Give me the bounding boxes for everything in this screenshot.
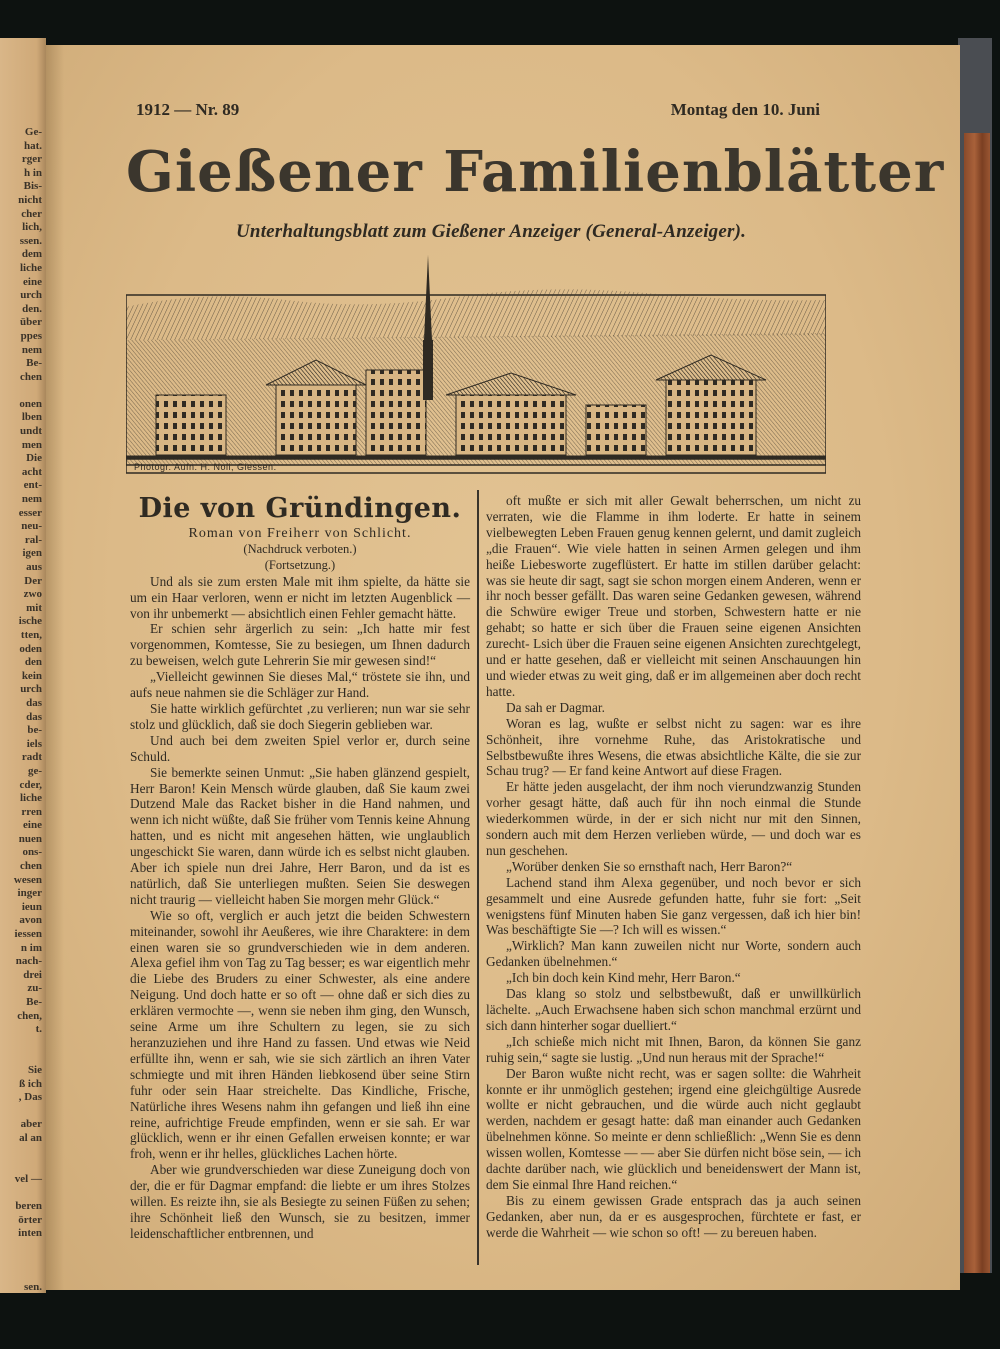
adjacent-page-edge bbox=[0, 38, 46, 1293]
article-paragraph: Lachend stand ihm Alexa gegenüber, und noch bevor er sich gesammelt und eine Ausrede gefunden hatte, fuhr sie fort: „Seit wenigstens fünf Minuten haben Sie ganz vergessen, daß ich hier bin! Was beschäftigte Sie —? Ich will es wissen.“ bbox=[486, 874, 861, 938]
column-divider bbox=[477, 490, 479, 1265]
article-paragraph: Er hätte jeden ausgelacht, der ihm noch vierundzwanzig Stunden vorher gesagt hätte, daß auch für ihn noch einmal die Stunde wiederkommen würde, in der er sich nicht nur mit den Sinnen, sondern auch mit dem Herzen verlieben würde, — und doch war es nun geschehen. bbox=[486, 779, 861, 858]
adjacent-page-text-fragments: Ge- hat. rger h in Bis- nicht cher lich, ssen. dem liche eine urch den. über ppes nem Be- chen onen lben undt men Die acht ent- nem esser neu- ral- igen aus Der zwo mit ische tten, oden den kein urch das das be- iels radt ge- cder, liche rren eine nuen ons- chen wesen inger ieun avon iessen n im nach- drei zu- Be- chen, t. Sie ß ich , Das aber al an vel — beren örter inten sen. bbox=[13, 126, 42, 1293]
article-paragraph: oft mußte er sich mit aller Gewalt beherrschen, um nicht zu verraten, wie die Flamme in ihm loderte. Er hatte in seinem vielbewegten Leben Frauen genug kennen gelernt, und damit zugleich „die Frauen“. Wie viele hatten in seinen Armen gelegen und ihm heiße Liebesworte zugeflüstert. Er hatte im stillen darüber gelacht: was sie heute dir sagt, sagt sie schon morgen einem Anderen, wenn er ihr noch besser gefällt. Das waren seine Gedanken gewesen, während die Schwüre ewiger Treue und storben, Schwestern hatte er nie gehabt; so hatte er sich über die Frauen seine eigenen Ansichten zurecht- Lsich über die Frauen seine eigenen Ansichten zurechtgelegt, und er hatte gesehen, daß er vielleicht mit seinen Anschauungen hin und wieder etwas zu weit ging, daß er im allgemeinen aber doch recht hatte. bbox=[486, 493, 861, 699]
binding-spine bbox=[964, 133, 990, 1273]
article-paragraph: Der Baron wußte nicht recht, was er sagen sollte: die Wahrheit konnte er ihr unmöglich gestehen; irgend eine gleichgültige Ausrede wollte er nicht gebrauchen, und die würde auch nicht geglaubt werden, nachdem er gesagt hatte: daß man einander auch Gedanken übelnehmen könne. So meinte er denn schließlich: „Wenn Sie es denn wissen wollen, Komtesse — — aber Sie dürfen nicht böse sein, — ich dachte darüber nach, wie glücklich und beneidenswert der Mann ist, dem Sie einmal Ihre Hand reichen.“ bbox=[486, 1065, 861, 1192]
article-paragraph: Da sah er Dagmar. bbox=[506, 699, 605, 715]
article-paragraph: Aber wie grundverschieden war diese Zuneigung doch von der, die er für Dagmar empfand: die liebte er um ihres Stolzes willen. Es reizte ihn, sie als Besiegte zu seinen Füßen zu sehen; ihre Schönheit ließ den Wunsch, sie zu besitzen, immer leidenschaftlicher entbrennen, und bbox=[130, 1162, 470, 1241]
newspaper-page bbox=[46, 45, 960, 1290]
article-paragraph: „Ich schieße mich nicht mit Ihnen, Baron, da können Sie ganz ruhig sein,“ sagte sie lustig. „Und nun heraus mit der Sprache!“ bbox=[486, 1033, 861, 1065]
masthead-title: Gießener Familienblätter bbox=[126, 139, 945, 205]
article-paragraph: „Wirklich? Man kann zuweilen nicht nur Worte, sondern auch Gedanken übelnehmen.“ bbox=[486, 938, 861, 970]
article-paragraph: Woran es lag, wußte er selbst nicht zu sagen: war es ihre Schönheit, ihre vornehme Ruhe, das Aristokratische und Selbstbewußte ihres Wesens, die etwas absichtliche Kälte, die sie zur Schau trug? — Er fand keine Antwort auf diese Fragen. bbox=[486, 715, 861, 779]
continuation-notice: (Fortsetzung.) bbox=[264, 557, 336, 572]
article-paragraph: Sie hatte wirklich gefürchtet ‚zu verlieren; nun war sie sehr stolz und glücklich, daß sie doch Siegerin geblieben war. bbox=[130, 700, 470, 732]
article-paragraph: „Ich bin doch kein Kind mehr, Herr Baron.“ bbox=[506, 970, 741, 986]
town-view-engraving bbox=[126, 245, 826, 475]
article-paragraph: Und als sie zum ersten Male mit ihm spielte, da hätte sie um ein Haar verloren, wenn er nicht im letzten Augenblick — von ihr unbemerkt — absichtlich einen Fehler gemacht hätte. bbox=[130, 573, 470, 621]
photo-credit: Photogr. Aufn. H. Noll, Giessen. bbox=[134, 462, 277, 472]
article-paragraph: Wie so oft, verglich er auch jetzt die beiden Schwestern miteinander, sowohl ihr Aeußeres, wie ihre Charaktere: in dem einen waren sie so grundverschieden wie in dem anderen. Alexa gefiel ihm von Tag zu Tag besser; es war eigentlich mehr die Liebe des Bruders zu einer Schwester, als eine andere Neigung. Und doch hatte er so oft — ohne daß er sich dies zu erklären vermochte —, wenn sie neben ihm ging, den Wunsch, seine Arme um ihre Schultern zu legen, sie zu sich heranzuziehen und ihre Hand zu fassen. Und etwas wie Neid erfüllte ihn, wenn er sah, wie sie sich zärtlich an ihren Vater schmiegte und mit ihren Händen liebkosend über seine Stirn fuhr oder sein Haar streichelte. Das Kindliche, Frische, Natürliche ihres Wesens nahm ihn gefangen und ließ ihn eine reine, aufrichtige Freude empfinden, wenn er sie sah. Er war glücklich, wenn er ihr einen Gefallen erweisen konnte; er war froh, wenn er ihr helles, glückliches Lachen hörte. bbox=[130, 907, 470, 1162]
masthead-subtitle: Unterhaltungsblatt zum Gießener Anzeiger (General-Anzeiger). bbox=[236, 221, 747, 242]
issue-number: 1912 — Nr. 89 bbox=[136, 100, 240, 119]
article-paragraph: Das klang so stolz und selbstbewußt, daß er unwillkürlich lächelte. „Auch Erwachsene haben sich schon manchmal erzürnt und sich dann hinterher sogar duelliert.“ bbox=[486, 986, 861, 1033]
reprint-notice: (Nachdruck verboten.) bbox=[243, 541, 357, 556]
article-paragraph: Bis zu einem gewissen Grade entsprach das ja auch seinen Gedanken, aber nun, da er es ausgesprochen, fürchtete er fast, er werde die Wahrheit — wie schon so oft! — zu bereuen haben. bbox=[486, 1192, 861, 1240]
book-binding bbox=[958, 38, 992, 1273]
article-paragraph: Und auch bei dem zweiten Spiel verlor er, durch seine Schuld. bbox=[130, 732, 470, 764]
article-right-column bbox=[486, 493, 861, 1241]
article-paragraph: „Worüber denken Sie so ernsthaft nach, Herr Baron?“ bbox=[506, 858, 793, 874]
article-paragraph: „Vielleicht gewinnen Sie dieses Mal,“ tröstete sie ihn, und aufs neue nahmen sie die Schläger zur Hand. bbox=[130, 669, 470, 701]
article-paragraph: Sie bemerkte seinen Unmut: „Sie haben glänzend gespielt, Herr Baron! Kein Mensch würde glauben, daß Sie kaum zwei Dutzend Male das Racket bisher in die Hand nahmen, und wenn ich nicht wüßte, daß Sie früher vom Tennis keine Ahnung hatten, und es nicht mit angesehen hätten, wie unglaublich ungeschickt Sie waren, dann würde ich es selbst nicht glauben. Aber ich spiele nun drei Jahre, Herr Baron, und da ist es natürlich, daß Sie unterliegen mußten. Seien Sie deswegen nicht traurig — vielleicht haben Sie morgen mehr Glück.“ bbox=[130, 764, 470, 907]
issue-date: Montag den 10. Juni bbox=[670, 100, 820, 119]
article-byline: Roman von Freiherr von Schlicht. bbox=[188, 526, 412, 541]
article-left-column bbox=[130, 492, 470, 1242]
article-title: Die von Gründingen. bbox=[138, 493, 462, 524]
article-paragraph: Er schien sehr ärgerlich zu sein: „Ich hatte mir fest vorgenommen, Komtesse, Sie zu besiegen, um Ihnen dadurch zu beweisen, welch gute Lehrerin Sie mir gewesen sind!“ bbox=[130, 621, 470, 669]
